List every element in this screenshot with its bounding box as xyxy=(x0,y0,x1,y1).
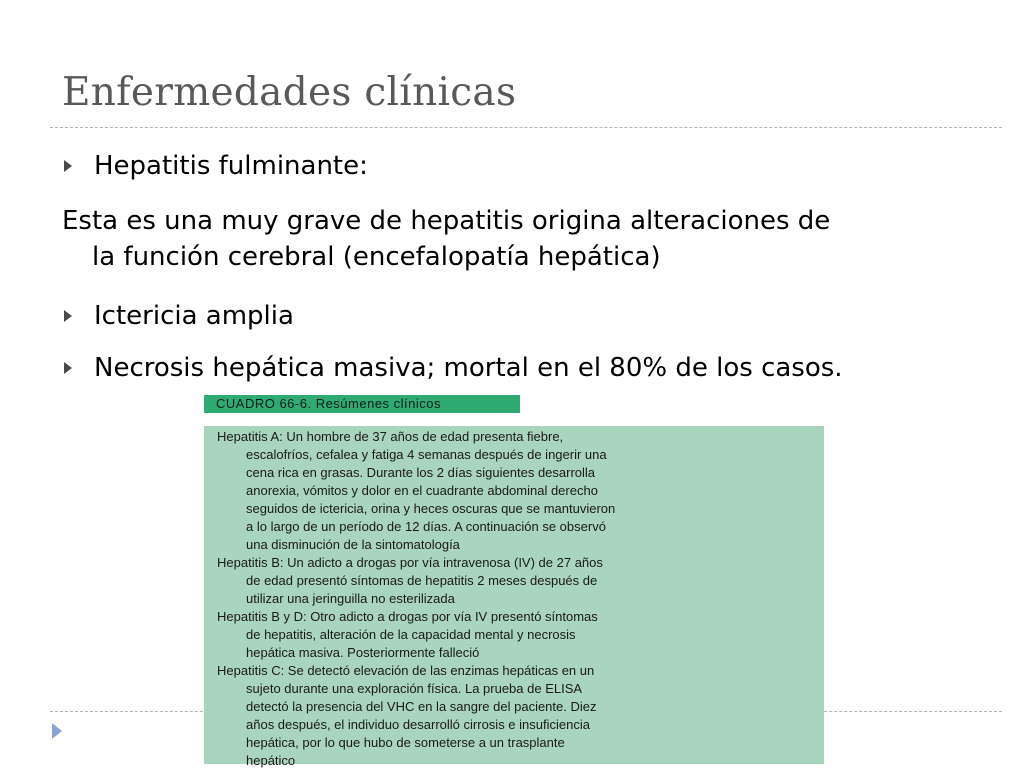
bullet-item xyxy=(62,352,843,384)
entry-line: de edad presentó síntomas de hepatitis 2 meses después de xyxy=(246,573,598,588)
entry-line: cena rica en grasas. Durante los 2 días siguientes desarrolla xyxy=(246,465,596,480)
entry-heading: Hepatitis C: Se detectó elevación de las enzimas hepáticas en un xyxy=(217,663,595,678)
summary-entry xyxy=(217,428,818,554)
entry-line: anorexia, vómitos y dolor en el cuadrante abdominal derecho xyxy=(246,483,598,498)
paragraph-line: la función cerebral (encefalopatía hepática) xyxy=(92,242,661,272)
bullet-item xyxy=(62,300,294,332)
entry-line: de hepatitis, alteración de la capacidad mental y necrosis xyxy=(246,627,576,642)
entry-line: a lo largo de un período de 12 días. A continuación se observó xyxy=(246,519,606,534)
entry-heading: Hepatitis A: Un hombre de 37 años de edad presenta fiebre, xyxy=(217,429,564,444)
entry-line: sujeto durante una exploración física. La prueba de ELISA xyxy=(246,681,583,696)
clinical-summary-table xyxy=(204,426,824,768)
entry-line: escalofríos, cefalea y fatiga 4 semanas después de ingerir una xyxy=(246,447,607,462)
bullet-text: Ictericia amplia xyxy=(94,301,294,331)
entry-line: seguidos de ictericia, orina y heces oscuras que se mantuvieron xyxy=(246,501,616,516)
title-divider xyxy=(50,127,1002,128)
summary-entry xyxy=(217,662,818,768)
triangle-right-icon xyxy=(64,160,72,172)
paragraph-line: Esta es una muy grave de hepatitis origina alteraciones de xyxy=(62,206,831,236)
bullet-text: Necrosis hepática masiva; mortal en el 80% de los casos. xyxy=(94,353,843,383)
table-caption: CUADRO 66-6. Resúmenes clínicos xyxy=(204,395,520,413)
bullet-text: Hepatitis fulminante: xyxy=(94,151,368,181)
entry-line: utilizar una jeringuilla no esterilizada xyxy=(246,591,455,606)
bullet-item xyxy=(62,150,368,182)
slide-title: Enfermedades clínicas xyxy=(62,70,517,115)
summary-entry xyxy=(217,608,818,662)
entry-line: hepática, por lo que hubo de someterse a un trasplante xyxy=(246,735,565,750)
entry-line: hepático xyxy=(246,753,296,768)
next-slide-icon[interactable] xyxy=(52,723,62,739)
entry-line: años después, el individuo desarrolló cirrosis e insuficiencia xyxy=(246,717,590,732)
entry-line: hepática masiva. Posteriormente falleció xyxy=(246,645,480,660)
summary-entry xyxy=(217,554,818,608)
entry-heading: Hepatitis B: Un adicto a drogas por vía intravenosa (IV) de 27 años xyxy=(217,555,603,570)
body-paragraph xyxy=(62,203,962,275)
triangle-right-icon xyxy=(64,362,72,374)
entry-heading: Hepatitis B y D: Otro adicto a drogas por vía IV presentó síntomas xyxy=(217,609,598,624)
triangle-right-icon xyxy=(64,310,72,322)
entry-line: una disminución de la sintomatología xyxy=(246,537,460,552)
entry-line: detectó la presencia del VHC en la sangre del paciente. Diez xyxy=(246,699,597,714)
